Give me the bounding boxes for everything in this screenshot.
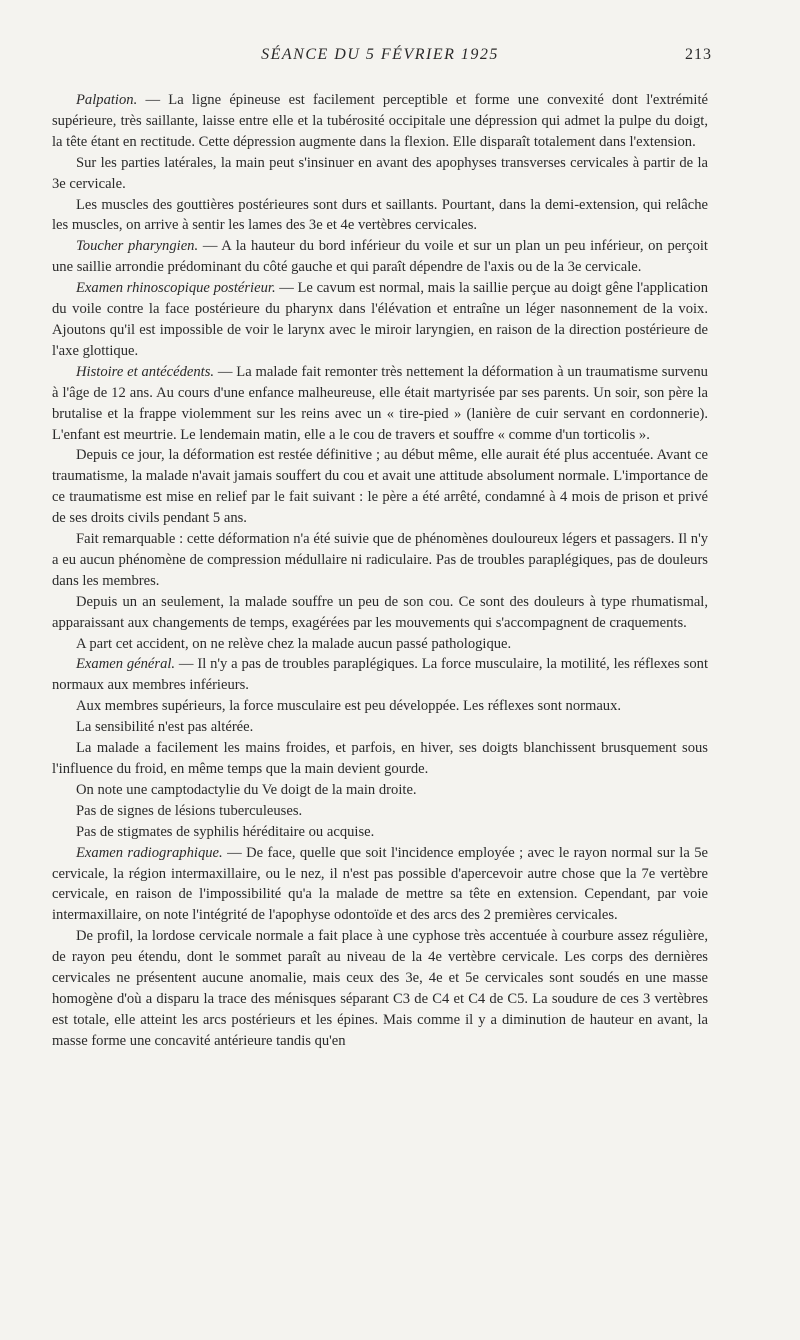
paragraph-text: La sensibilité n'est pas altérée. <box>76 719 254 736</box>
paragraph <box>52 780 708 801</box>
paragraph-text: La malade a facilement les mains froides, et parfois, en hiver, ses doigts blanchissent brusquement sous l'influence du froid, en même temps que la main devient gourde. <box>52 740 708 777</box>
running-title: SÉANCE DU 5 FÉVRIER 1925 <box>261 46 499 63</box>
paragraph-lead: Toucher pharyngien. <box>76 238 199 255</box>
paragraph-text: A part cet accident, on ne relève chez la malade aucun passé pathologique. <box>76 635 512 652</box>
paragraph-text: Fait remarquable : cette déformation n'a été suivie que de phénomènes douloureux légers et passagers. Il n'y a eu aucun phénomène de compression médullaire ni radiculaire. Pas de troubles paraplégiques, pas de douleurs dans les membres. <box>52 531 708 589</box>
paragraph-text: — Il n'y a pas de troubles paraplégiques. La force musculaire, la motilité, les réflexes sont normaux aux membres inférieurs. <box>52 656 708 694</box>
paragraph-text: — De face, quelle que soit l'incidence employée ; avec le rayon normal sur la 5e cervicale, la région intermaxillaire, ou le nez, il n'est pas possible d'apercevoir autre chose que la 7e vertèbre cervicale, en raison de l'impossibilité qu'a la malade de mettre sa tête en extension. Cependant, par voie intermaxillaire, on note l'intégrité de l'apophyse odontoïde et des arcs des 2 premières cervicales. <box>52 844 708 924</box>
paragraph <box>52 696 708 717</box>
paragraph-text: Depuis ce jour, la déformation est restée définitive ; au début même, elle aurait été plus accentuée. Avant ce traumatisme, la malade n'avait jamais souffert du cou et avait une attitude absolument normale. L'importance de ce traumatisme est mise en relief par le fait suivant : le père a été arrêté, condamné à 4 mois de prison et privé de ses droits civils pendant 5 ans. <box>52 447 708 527</box>
paragraph-text: Pas de signes de lésions tuberculeuses. <box>76 802 303 819</box>
paragraph <box>52 822 708 843</box>
paragraph-text: — Le cavum est normal, mais la saillie perçue au doigt gêne l'application du voile contre la face postérieure du pharynx dans l'élévation et entraîne un léger nasonnement de la voix. Ajoutons qu'il est impossible de voir le larynx avec le miroir laryngien, en raison de la direction postérieure de l'axe glottique. <box>52 280 708 359</box>
paragraph <box>52 926 708 1051</box>
paragraph-text: Les muscles des gouttières postérieures sont durs et saillants. Pourtant, dans la demi-extension, qui relâche les muscles, on arrive à sentir les lames des 3e et 4e vertèbres cervicales. <box>52 196 708 234</box>
paragraph-text: Depuis un an seulement, la malade souffre un peu de son cou. Ce sont des douleurs à type rhumatismal, apparaissant aux changements de temps, exagérées par les mouvements qui s'accompagnent de craquements. <box>52 593 708 631</box>
body-text <box>52 90 708 1052</box>
page-number: 213 <box>685 46 712 63</box>
paragraph <box>52 90 708 153</box>
paragraph-text: De profil, la lordose cervicale normale a fait place à une cyphose très accentuée à courbure assez régulière, de rayon peu étendu, dont le sommet paraît au niveau de la 4e vertèbre cervicale. Les corps des dernières cervicales ne présentent aucune anomalie, mais ceux des 3e, 4e et 5e cervicales sont soudés en une masse homogène d'où a disparu la trace des ménisques séparant C3 de C4 et C4 de C5. La soudure de ces 3 vertèbres est totale, elle atteint les arcs postérieurs et les épines. Mais comme il y a diminution de hauteur en avant, la masse forme une concavité antérieure tandis qu'en <box>52 928 708 1049</box>
paragraph <box>52 529 708 592</box>
paragraph-text: On note une camptodactylie du Ve doigt de la main droite. <box>76 781 417 798</box>
paragraph-text: Pas de stigmates de syphilis héréditaire ou acquise. <box>76 823 375 840</box>
paragraph <box>52 153 708 195</box>
paragraph-lead: Examen radiographique. <box>76 844 223 861</box>
paragraph <box>52 717 708 738</box>
paragraph <box>52 654 708 696</box>
paragraph-lead: Examen rhinoscopique postérieur. <box>76 280 276 297</box>
paragraph-text: — La ligne épineuse est facilement perceptible et forme une convexité dont l'extrémité supérieure, très saillante, laisse entre elle et la tubérosité occipitale une dépression qui admet la pulpe du doigt, la tête étant en rectitude. Cette dépression augmente dans la flexion. Elle disparaît totalement dans l'extension. <box>52 92 708 150</box>
paragraph-text: Aux membres supérieurs, la force musculaire est peu développée. Les réflexes sont normaux. <box>76 698 622 715</box>
paragraph-lead: Palpation. <box>76 92 138 108</box>
paragraph <box>52 278 708 362</box>
paragraph <box>52 592 708 634</box>
paragraph-text: — La malade fait remonter très nettement la déformation à un traumatisme survenu à l'âge de 12 ans. Au cours d'une enfance malheureuse, elle était martyrisée par ses parents. Un soir, son père la brutalise et la frappe violemment sur les reins avec un « tire-pied » (lanière de cuir servant en cordonnerie). L'enfant est meurtrie. Le lendemain matin, elle a le cou de travers et souffre « comme d'un torticolis ». <box>52 363 708 443</box>
paragraph <box>52 362 708 446</box>
paragraph <box>52 634 708 655</box>
paragraph <box>52 195 708 237</box>
paragraph <box>52 236 708 278</box>
paragraph <box>52 843 708 927</box>
paragraph-text: — A la hauteur du bord inférieur du voile et sur un plan un peu inférieur, on perçoit une saillie arrondie prédominant du côté gauche et qui paraît dépendre de l'axis ou de la 3e cervicale. <box>52 238 708 276</box>
paragraph <box>52 738 708 780</box>
paragraph-text: Sur les parties latérales, la main peut s'insinuer en avant des apophyses transverses cervicales à partir de la 3e cervicale. <box>52 154 708 192</box>
paragraph <box>52 801 708 822</box>
page-header <box>52 46 712 76</box>
paragraph-lead: Histoire et antécédents. <box>76 363 215 380</box>
paragraph-lead: Examen général. <box>76 656 176 673</box>
paragraph <box>52 445 708 529</box>
